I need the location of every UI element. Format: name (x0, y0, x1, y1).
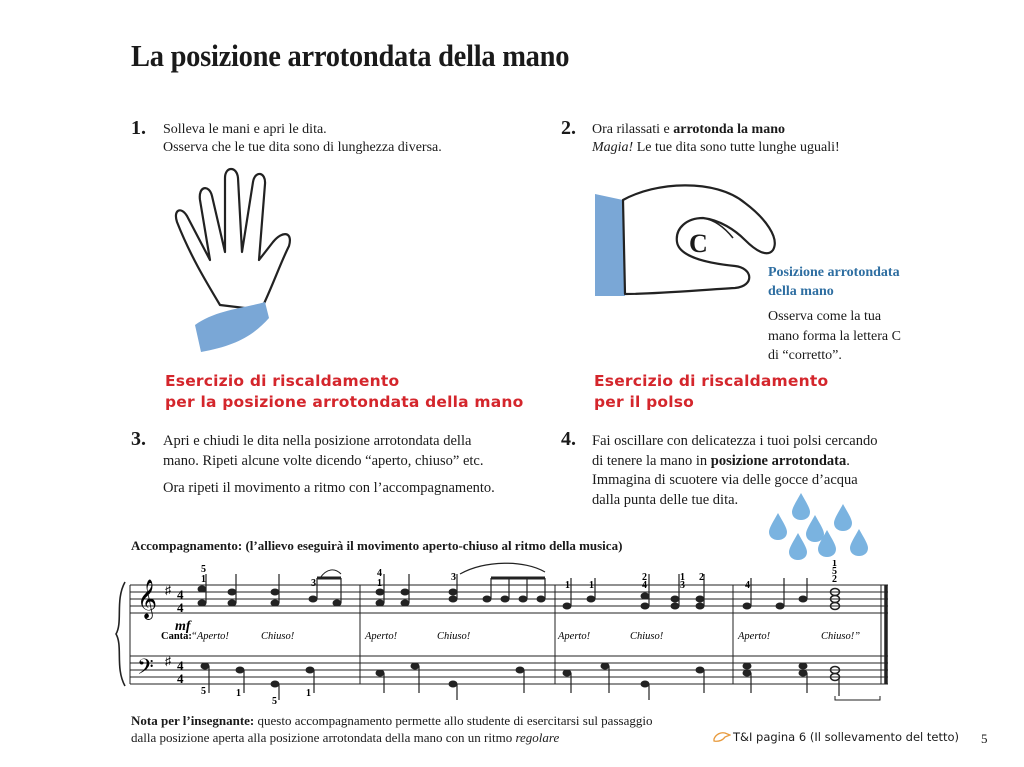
fingering: 5 (201, 686, 206, 697)
lyric-word: Aperto! (558, 631, 591, 642)
brace (116, 582, 125, 686)
step-4-number: 4. (561, 428, 576, 450)
exercise-1-line-2: per la posizione arrotondata della mano (165, 393, 524, 411)
fingering: 4 (377, 568, 382, 579)
teacher-note-line-2 (131, 729, 652, 746)
step-4-line-2-c: . (846, 452, 850, 469)
step-2-line-2 (592, 139, 840, 157)
caption-heading-2: della mano (768, 284, 834, 299)
lyric-word: Aperto! (738, 631, 771, 642)
lyric-word: Aperto! (365, 631, 398, 642)
lyric-word: Chiuso! (437, 631, 471, 642)
step-4-line-3: Immagina di scuotere via delle gocce d’acqua (592, 472, 858, 488)
step-4-line-2-a: di tenere la mano in (592, 452, 711, 469)
step-2-text (592, 121, 840, 157)
time-signature-top: 4 (177, 600, 184, 615)
time-signature-bottom: 4 (177, 658, 184, 673)
accompaniment-heading: Accompagnamento: (l’allievo eseguirà il movimento aperto-chiuso al ritmo della musica) (131, 538, 623, 553)
water-drops-illustration (765, 490, 875, 565)
lyric-word: Chiuso!” (821, 631, 861, 642)
key-sharp-icon: ♯ (165, 654, 171, 668)
fingering: 1 (680, 572, 685, 583)
fingering: 2 (642, 572, 647, 583)
water-drop-icon (792, 493, 810, 520)
teacher-note (131, 712, 652, 746)
water-drop-icon (806, 515, 824, 542)
exercise-1-line-1: Esercizio di riscaldamento (165, 372, 400, 390)
fingering: 5 (272, 696, 277, 705)
fingering: 5 (832, 566, 837, 577)
step-4-line-1: Fai oscillare con delicatezza i tuoi polsi cercando (592, 433, 878, 449)
hand-pointer-icon (713, 731, 731, 743)
step-1-line-1: Solleva le mani e apri le dita. (163, 122, 327, 137)
sleeve-shape-2 (595, 194, 625, 296)
fingering: 2 (699, 572, 704, 583)
step-4-line-4: dalla punta delle tue dita. (592, 491, 739, 508)
exercise-2-heading (594, 371, 828, 413)
teacher-note-text-1: questo accompagnamento permette allo studente di esercitarsi sul passaggio (254, 713, 653, 728)
step-3-line-3: Ora ripeti il movimento a ritmo con l’accompagnamento. (163, 480, 495, 496)
exercise-1-heading (165, 371, 524, 413)
fingering: 2 (832, 574, 837, 585)
page-number: 5 (981, 731, 988, 746)
sleeve-shape (195, 302, 269, 352)
lyric-word: “Aperto! (191, 631, 229, 642)
caption-text (768, 307, 901, 366)
step-2-line-1-b: arrotonda la mano (673, 122, 785, 137)
fingering: 1 (236, 688, 241, 699)
fingering: 1 (565, 580, 570, 591)
fingering: 4 (642, 580, 647, 591)
dynamic-mf: mf (175, 619, 191, 634)
exercise-2-line-1: Esercizio di riscaldamento (594, 372, 829, 390)
lyric-word: Chiuso! (261, 631, 295, 642)
teacher-note-line-1 (131, 712, 652, 729)
step-2-line-2-b: Le tue dita sono tutte lunghe uguali! (633, 140, 840, 155)
water-drop-icon (850, 529, 868, 556)
time-signature-bottom: 4 (177, 671, 184, 686)
fingering: 1 (589, 580, 594, 591)
fingering: 3 (311, 578, 316, 589)
teacher-note-text-2: dalla posizione aperta alla posizione arrotondata della mano con un ritmo (131, 730, 516, 745)
open-hand-icon (176, 169, 290, 310)
caption-line-3: di “corretto”. (768, 348, 842, 363)
fingering: 3 (680, 580, 685, 591)
key-sharp-icon: ♯ (165, 583, 171, 597)
page-title: La posizione arrotondata della mano (131, 38, 570, 73)
teacher-note-text-2-italic: regolare (515, 730, 560, 745)
caption-heading-1: Posizione arrotondata (768, 265, 900, 280)
caption-line-2: mano forma la lettera C (768, 328, 901, 344)
step-3-number: 3. (131, 428, 146, 450)
fingering: 1 (377, 578, 382, 589)
time-signature-top: 4 (177, 587, 184, 602)
water-drop-icon (789, 533, 807, 560)
footer-reference: T&I pagina 6 (Il sollevamento del tetto) (733, 730, 960, 744)
step-2-line-2-a: Magia! (592, 140, 634, 155)
bass-clef-icon: 𝄢 (137, 655, 154, 684)
canta-label: Canta: (161, 631, 192, 642)
step-1-line-2: Osserva che le tue dita sono di lunghezza diversa. (163, 140, 442, 155)
fingering: 1 (832, 560, 837, 569)
open-hand-illustration (165, 160, 335, 355)
step-1-text (163, 121, 442, 157)
step-2-line-1 (592, 121, 840, 139)
fingering: 1 (201, 574, 206, 585)
step-3-line-2: mano. Ripeti alcune volte dicendo “aperto, chiuso” etc. (163, 452, 484, 469)
step-4-line-2-b: posizione arrotondata (710, 452, 847, 469)
exercise-2-line-2: per il polso (594, 393, 695, 411)
music-score (115, 560, 895, 705)
water-drop-icon (769, 513, 787, 540)
step-3-line-1: Apri e chiudi le dita nella posizione arrotondata della (163, 433, 472, 449)
fingering: 3 (451, 572, 456, 583)
fingering: 5 (201, 564, 206, 575)
letter-c: C (689, 229, 708, 258)
step-1-number: 1. (131, 117, 146, 139)
water-drop-icon (834, 504, 852, 531)
caption-line-1: Osserva come la tua (768, 309, 882, 324)
step-2-number: 2. (561, 117, 576, 139)
step-3-text (163, 432, 495, 499)
rounded-hand-illustration (595, 178, 780, 300)
step-4-line-2 (592, 452, 877, 472)
lyric-word: Chiuso! (630, 631, 664, 642)
treble-clef-icon: 𝄞 (137, 581, 158, 618)
caption-heading (768, 263, 900, 301)
fingering: 4 (745, 580, 750, 591)
fingering: 1 (306, 688, 311, 699)
teacher-note-label: Nota per l’insegnante: (131, 713, 255, 728)
step-2-line-1-a: Ora rilassati e (592, 122, 674, 137)
